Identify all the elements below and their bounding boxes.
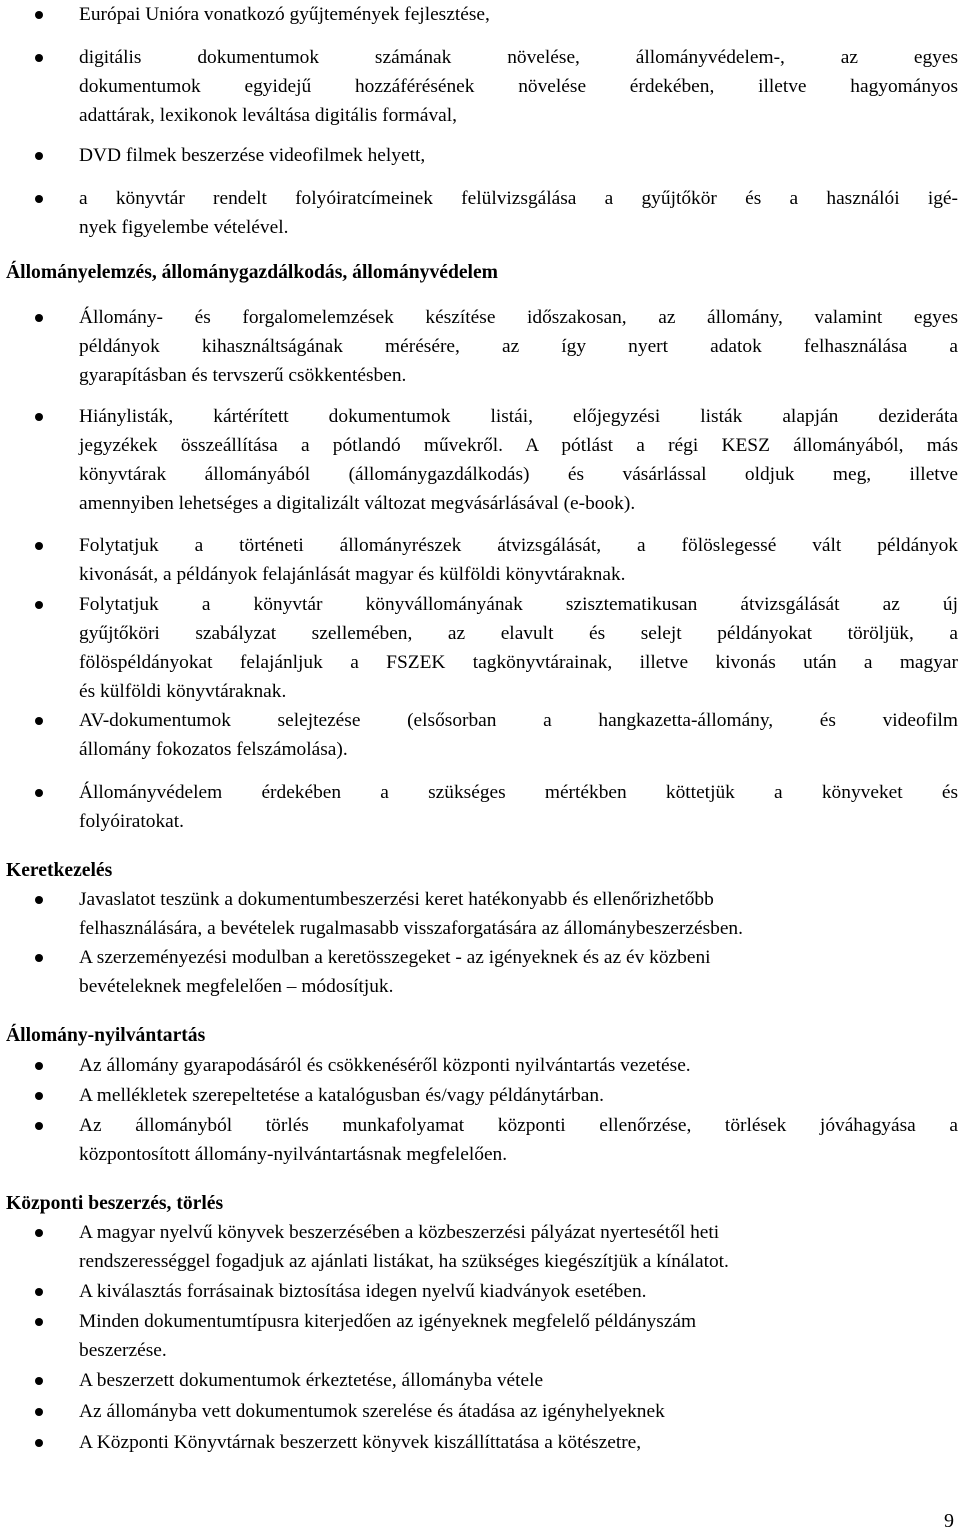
text-line: Minden dokumentumtípusra kiterjedően az igényeknek megfelelő példányszám xyxy=(79,1311,697,1332)
text-line: Hiánylisták, kártérített dokumentumok listái, előjegyzési listák alapján dezideráta xyxy=(79,406,958,427)
list-item xyxy=(79,531,958,589)
bullet-icon xyxy=(35,1288,43,1296)
list-item xyxy=(79,43,958,130)
text-line: jegyzékek összeállítása a pótlandó művekről. A pótlást a régi KESZ állományából, más xyxy=(79,435,958,456)
list-item xyxy=(79,1218,958,1276)
text-line: bevételeknek megfelelően – módosítjuk. xyxy=(79,976,394,997)
bullet-icon xyxy=(35,1318,43,1326)
bullet-icon xyxy=(35,1122,43,1130)
text-line: példányok kihasználtságának mérésére, az így nyert adatok felhasználása a xyxy=(79,336,958,357)
list-item xyxy=(79,0,958,29)
text-line: Javaslatot teszünk a dokumentumbeszerzési keret hatékonyabb és ellenőrizhetőbb xyxy=(79,889,714,910)
section-heading: Állomány-nyilvántartás xyxy=(6,1025,206,1046)
bullet-icon xyxy=(35,789,43,797)
text-line: folyóiratokat. xyxy=(79,811,185,832)
bullet-icon xyxy=(35,1092,43,1100)
bullet-icon xyxy=(35,1408,43,1416)
list-item xyxy=(79,303,958,390)
list-item xyxy=(79,1081,958,1110)
text-line: beszerzése. xyxy=(79,1340,167,1361)
text-line: DVD filmek beszerzése videofilmek helyett, xyxy=(79,145,426,166)
text-line: AV-dokumentumok selejtezése (elsősorban a hangkazetta-állomány, és videofilm xyxy=(79,710,958,731)
bullet-icon xyxy=(35,1439,43,1447)
list-item xyxy=(79,706,958,764)
text-line: A szerzeményezési modulban a keretösszegeket - az igényeknek és az év közbeni xyxy=(79,947,711,968)
list-item xyxy=(79,943,958,1001)
list-item xyxy=(79,885,958,943)
section-heading: Keretkezelés xyxy=(6,860,113,881)
text-line: Európai Unióra vonatkozó gyűjtemények fejlesztése, xyxy=(79,4,490,25)
list-item xyxy=(79,1051,958,1080)
bullet-icon xyxy=(35,11,43,19)
bullet-icon xyxy=(35,717,43,725)
text-line: amennyiben lehetséges a digitalizált változat megvásárlásával (e-book). xyxy=(79,493,636,514)
list-item xyxy=(79,778,958,836)
text-line: A magyar nyelvű könyvek beszerzésében a közbeszerzési pályázat nyertesétől heti xyxy=(79,1222,720,1243)
text-line: Folytatjuk a könyvtár könyvállományának szisztematikusan átvizsgálását az új xyxy=(79,594,958,615)
list-item xyxy=(79,1307,958,1365)
section-heading: Állományelemzés, állománygazdálkodás, állományvédelem xyxy=(6,262,498,283)
list-item xyxy=(79,402,958,518)
text-line: A Központi Könyvtárnak beszerzett könyvek kiszállíttatása a kötészetre, xyxy=(79,1432,642,1453)
text-line: A kiválasztás forrásainak biztosítása idegen nyelvű kiadványok esetében. xyxy=(79,1281,647,1302)
list-item xyxy=(79,1366,958,1395)
text-line: fölöspéldányokat felajánljuk a FSZEK tagkönyvtárainak, illetve kivonás után a magyar xyxy=(79,652,958,673)
bullet-icon xyxy=(35,54,43,62)
text-line: gyűjtőköri szabályzat szellemében, az elavult és selejt példányokat töröljük, a xyxy=(79,623,958,644)
text-line: Állományvédelem érdekében a szükséges mértékben köttetjük a könyveket és xyxy=(79,782,958,803)
bullet-icon xyxy=(35,954,43,962)
bullet-icon xyxy=(35,314,43,322)
text-line: Az állományból törlés munkafolyamat központi ellenőrzése, törlések jóváhagyása a xyxy=(79,1115,958,1136)
text-line: központosított állomány-nyilvántartásnak megfelelően. xyxy=(79,1144,508,1165)
text-line: Folytatjuk a történeti állományrészek átvizsgálását, a fölöslegessé vált példányok xyxy=(79,535,958,556)
text-line: és külföldi könyvtáraknak. xyxy=(79,681,287,702)
bullet-icon xyxy=(35,542,43,550)
text-line: kivonását, a példányok felajánlását magyar és külföldi könyvtáraknak. xyxy=(79,564,626,585)
page-number: 9 xyxy=(944,1510,954,1532)
text-line: Az állományba vett dokumentumok szerelése és átadása az igényhelyeknek xyxy=(79,1401,665,1422)
list-item xyxy=(79,1111,958,1169)
list-item xyxy=(79,1277,958,1306)
text-line: adattárak, lexikonok leváltása digitális formával, xyxy=(79,105,457,126)
bullet-icon xyxy=(35,896,43,904)
list-item xyxy=(79,1397,958,1426)
bullet-icon xyxy=(35,1062,43,1070)
text-line: nyek figyelembe vételével. xyxy=(79,217,289,238)
text-line: állomány fokozatos felszámolása). xyxy=(79,739,348,760)
text-line: könyvtárak állományából (állománygazdálkodás) és vásárlással oldjuk meg, illetve xyxy=(79,464,958,485)
list-item xyxy=(79,184,958,242)
bullet-icon xyxy=(35,413,43,421)
bullet-icon xyxy=(35,195,43,203)
text-line: Az állomány gyarapodásáról és csökkenéséről központi nyilvántartás vezetése. xyxy=(79,1055,691,1076)
text-line: A beszerzett dokumentumok érkeztetése, állományba vétele xyxy=(79,1370,544,1391)
bullet-icon xyxy=(35,152,43,160)
text-line: rendszerességgel fogadjuk az ajánlati listákat, ha szükséges kiegészítjük a kínálatot. xyxy=(79,1251,729,1272)
text-line: Állomány- és forgalomelemzések készítése időszakosan, az állomány, valamint egyes xyxy=(79,307,958,328)
text-line: A mellékletek szerepeltetése a katalógusban és/vagy példánytárban. xyxy=(79,1085,604,1106)
bullet-icon xyxy=(35,1377,43,1385)
text-line: gyarapításban és tervszerű csökkentésben. xyxy=(79,365,407,386)
text-line: felhasználására, a bevételek rugalmasabb visszaforgatására az állománybeszerzésben. xyxy=(79,918,743,939)
list-item xyxy=(79,1428,958,1457)
text-line: digitális dokumentumok számának növelése, állományvédelem-, az egyes xyxy=(79,47,958,68)
bullet-icon xyxy=(35,1229,43,1237)
text-line: a könyvtár rendelt folyóiratcímeinek felülvizsgálása a gyűjtőkör és a használói igé- xyxy=(79,188,958,209)
list-item xyxy=(79,590,958,706)
text-line: dokumentumok egyidejű hozzáférésének növelése érdekében, illetve hagyományos xyxy=(79,76,958,97)
list-item xyxy=(79,141,958,170)
section-heading: Központi beszerzés, törlés xyxy=(6,1193,224,1214)
bullet-icon xyxy=(35,601,43,609)
